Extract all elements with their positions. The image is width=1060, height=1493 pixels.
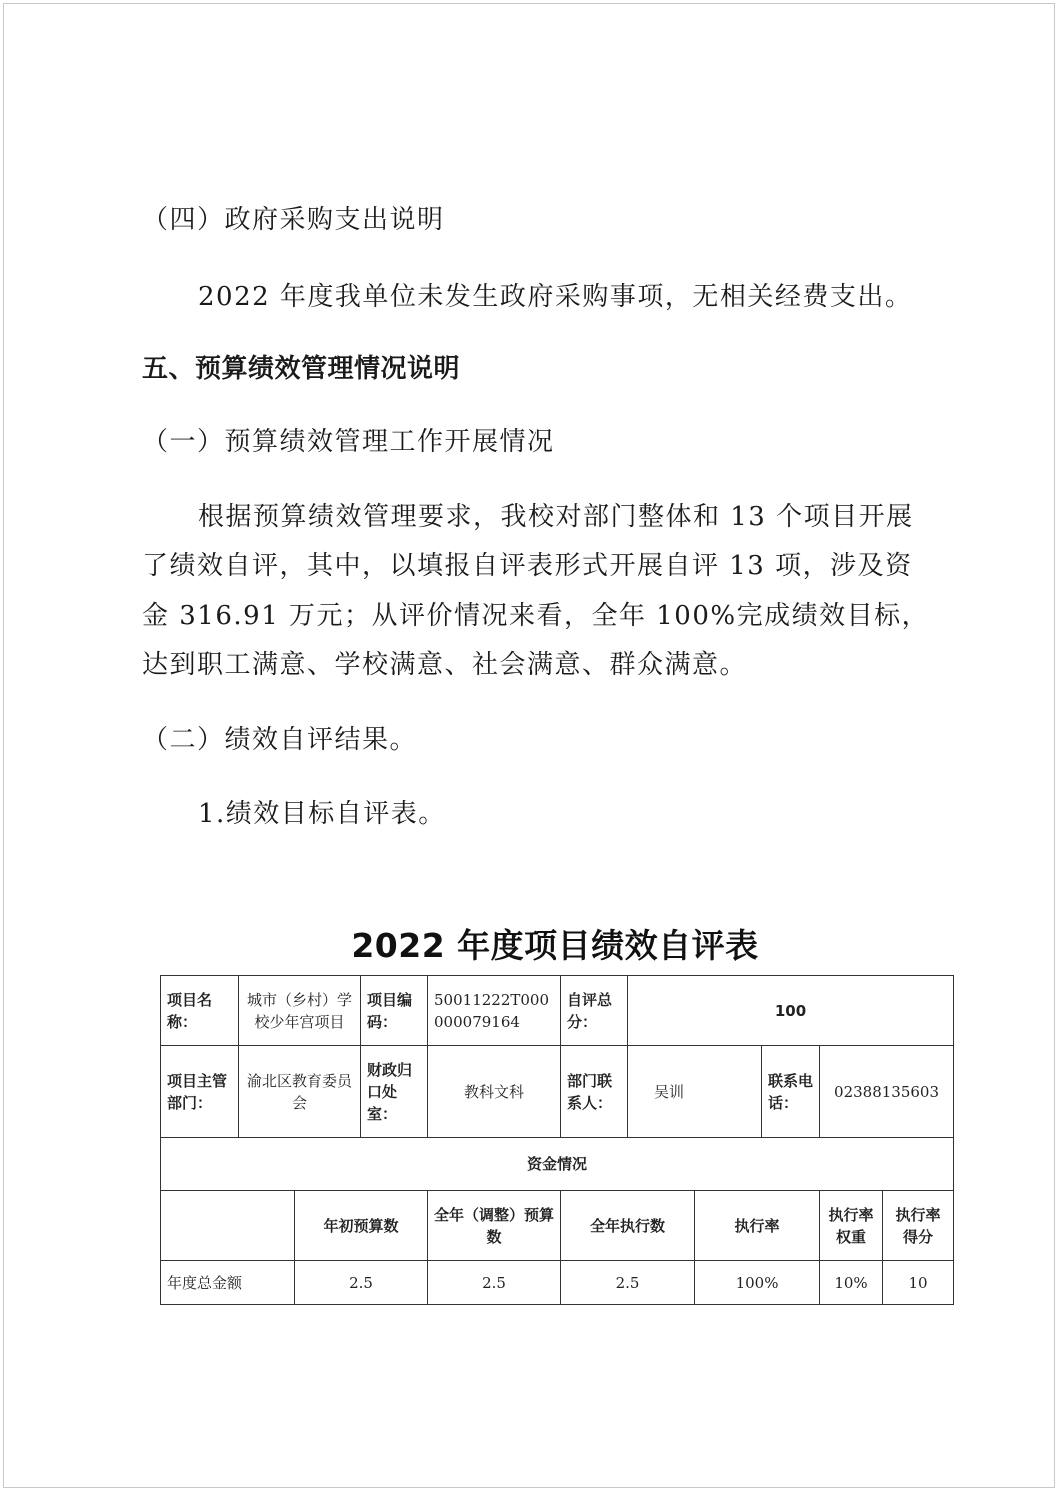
section4-heading: （四）政府采购支出说明: [142, 205, 445, 235]
table-row: [161, 1261, 954, 1305]
sub1-para-line: 根据预算绩效管理要求，我校对部门整体和 13 个项目开展: [198, 502, 914, 532]
table-cell: 2.5: [561, 1261, 695, 1305]
table-cell: 2.5: [295, 1261, 428, 1305]
table-row: [161, 976, 954, 1046]
dept-label: 项目主管部门：: [161, 1046, 239, 1138]
total-score-label: 自评总分：: [561, 976, 628, 1046]
section4-body: 2022 年度我单位未发生政府采购事项，无相关经费支出。: [198, 282, 913, 312]
column-header: [161, 1191, 295, 1261]
table-row: [161, 1046, 954, 1138]
table-cell: 2.5: [428, 1261, 561, 1305]
performance-table: [160, 975, 954, 1305]
table-header-row: [161, 1191, 954, 1261]
finance-office-label: 财政归口处室：: [361, 1046, 428, 1138]
phone-label: 联系电话：: [762, 1046, 820, 1138]
table-title: 2022 年度项目绩效自评表: [351, 926, 759, 965]
project-name: 城市（乡村）学校少年宫项目: [239, 976, 361, 1046]
column-header: 年初预算数: [295, 1191, 428, 1261]
table-row: [161, 1138, 954, 1191]
section5-heading: 五、预算绩效管理情况说明: [142, 354, 461, 384]
sub1-para-line: 了绩效自评，其中，以填报自评表形式开展自评 13 项，涉及资: [142, 551, 913, 581]
table-cell: 10: [883, 1261, 954, 1305]
project-code-label: 项目编码：: [361, 976, 428, 1046]
finance-office: 教科文科: [428, 1046, 561, 1138]
phone: 02388135603: [820, 1046, 954, 1138]
item1-label: 1.绩效目标自评表。: [198, 799, 446, 829]
column-header: 执行率: [695, 1191, 820, 1261]
total-score: 100: [628, 976, 954, 1046]
contact-label: 部门联系人：: [561, 1046, 628, 1138]
sub1-para-line: 金 316.91 万元；从评价情况来看，全年 100%完成绩效目标，: [142, 601, 930, 631]
column-header: 全年执行数: [561, 1191, 695, 1261]
sub1-para-line: 达到职工满意、学校满意、社会满意、群众满意。: [142, 650, 748, 680]
dept: 渝北区教育委员会: [239, 1046, 361, 1138]
table-cell: 年度总金额: [161, 1261, 295, 1305]
sub2-heading: （二）绩效自评结果。: [142, 725, 418, 755]
table-cell: 100%: [695, 1261, 820, 1305]
column-header: 全年（调整）预算数: [428, 1191, 561, 1261]
project-code: 50011222T000000079164: [428, 976, 561, 1046]
sub1-heading: （一）预算绩效管理工作开展情况: [142, 427, 555, 457]
funds-header: 资金情况: [161, 1138, 954, 1191]
contact: 吴训: [628, 1046, 762, 1138]
column-header: 执行率权重: [820, 1191, 883, 1261]
column-header: 执行率得分: [883, 1191, 954, 1261]
table-cell: 10%: [820, 1261, 883, 1305]
project-name-label: 项目名称：: [161, 976, 239, 1046]
